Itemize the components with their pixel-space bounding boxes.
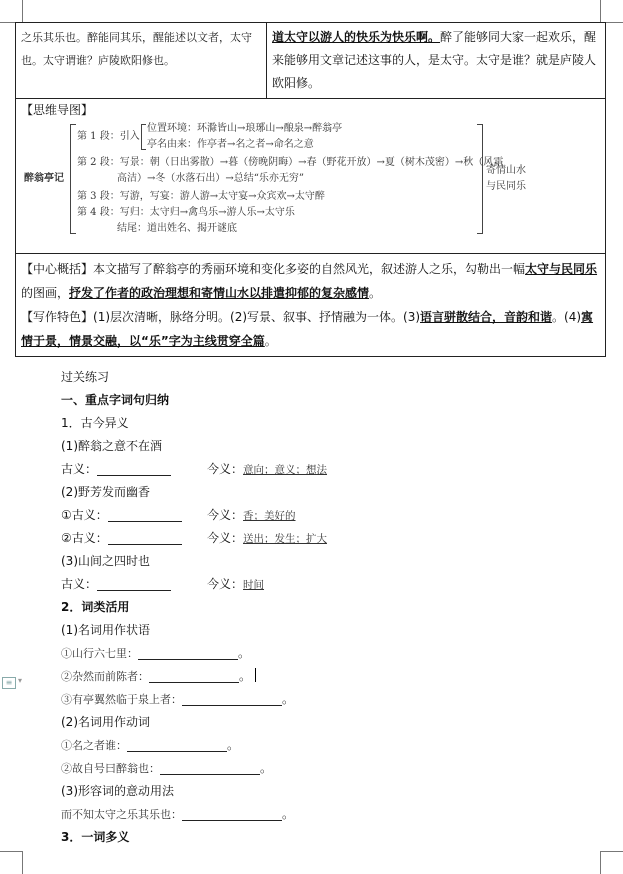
mindmap-p1-a: 位置环境：环滁皆山→琅琊山→酿泉→醉翁亭: [147, 123, 343, 134]
subsection-item: (1)名词用作状语: [61, 623, 150, 637]
translation-bold: 道太守以游人的快乐为快乐啊。: [272, 30, 441, 44]
answer-blank[interactable]: [97, 576, 171, 591]
subsection-item: (2)名词用作动词: [61, 715, 150, 729]
subsection-heading: 2．词类活用: [61, 600, 130, 614]
subsection-heading: 3．一词多义: [61, 830, 130, 844]
page-corner-mark: [0, 0, 23, 23]
fill-prompt: 而不知太守之乐其乐也：: [61, 808, 182, 821]
modern-meaning-label: 今义：: [207, 577, 244, 591]
mindmap-cell: [16, 99, 606, 254]
summary-cell: [16, 254, 606, 357]
mindmap-theme-1: 寄情山水: [486, 165, 526, 176]
exercise-section: [61, 366, 601, 849]
fill-blank-row: [61, 734, 601, 757]
answer-blank[interactable]: [149, 668, 239, 683]
summary-label: 【中心概括】: [21, 262, 94, 276]
answer-row: [61, 504, 601, 527]
fill-blank-row: [61, 665, 601, 688]
answer-blank[interactable]: [97, 461, 171, 476]
mindmap-brace: [141, 124, 146, 150]
mindmap-p4: 第 4 段：写归：太守归→禽鸟乐→游人乐→太守乐: [77, 207, 295, 218]
summary-key-phrase: 太守与民同乐: [525, 262, 598, 276]
question-2: (2)野芳发而幽香: [61, 485, 150, 499]
answer-blank[interactable]: [108, 530, 182, 545]
fill-blank-row: [61, 688, 601, 711]
mindmap-brace: [70, 124, 76, 234]
fill-prompt: ②故自号曰醉翁也：: [61, 762, 160, 775]
ancient-meaning-label: ①古义：: [61, 508, 108, 522]
subsection-item: (3)形容词的意动用法: [61, 784, 174, 798]
features-text: 。: [264, 334, 277, 348]
fill-prompt: ③有亭翼然临于泉上者：: [61, 693, 182, 706]
study-table: [15, 22, 606, 357]
fill-blank-row: [61, 642, 601, 665]
summary-row: [16, 254, 606, 357]
period: 。: [227, 738, 240, 752]
period: 。: [239, 669, 252, 683]
ancient-meaning-label: 古义：: [61, 577, 98, 591]
modern-meaning-label: 今义：: [207, 508, 244, 522]
answer-blank[interactable]: [182, 691, 282, 706]
modern-meaning-answer: 时间: [243, 579, 265, 591]
period: 。: [282, 692, 295, 706]
exercise-title: 过关练习: [61, 370, 110, 384]
summary-text: 本文描写了醉翁亭的秀丽环境和变化多姿的自然风光，叙述游人之乐，勾勒出一幅: [93, 262, 526, 276]
mindmap-root: 醉翁亭记: [24, 173, 64, 184]
answer-blank[interactable]: [160, 760, 260, 775]
question-3: (3)山间之四时也: [61, 554, 150, 568]
answer-row: [61, 458, 601, 481]
question-1: (1)醉翁之意不在酒: [61, 439, 162, 453]
mindmap-heading: 【思维导图】: [21, 103, 94, 117]
summary-key-phrase: 抒发了作者的政治理想和寄情山水以排遣抑郁的复杂感情: [69, 286, 370, 300]
answer-row: [61, 527, 601, 550]
page-corner-mark: [0, 851, 23, 874]
mindmap-p1: 第 1 段：引入: [77, 131, 140, 142]
fill-prompt: ①山行六七里：: [61, 647, 138, 660]
answer-blank[interactable]: [127, 737, 227, 752]
text-cursor: [255, 668, 256, 682]
page-corner-mark: [600, 851, 623, 874]
answer-row: [61, 573, 601, 596]
mindmap-theme-2: 与民同乐: [486, 181, 526, 192]
period: 。: [282, 807, 295, 821]
period: 。: [238, 646, 251, 660]
mind-map: [21, 122, 600, 244]
fill-blank-row: [61, 757, 601, 780]
modern-meaning-answer: 意向；意义；想法: [243, 464, 328, 476]
writing-features: [21, 305, 600, 353]
mindmap-p2-cont: 高洁）→冬（水落石出）→总结“乐亦无穷”: [117, 173, 304, 184]
fill-blank-row: [61, 803, 601, 826]
translation-row: [16, 23, 606, 99]
translation-text: 醉了能够同大家一起欢乐，醒来能够用文章记述这事的人，是太守。太守是谁？就是庐陵人欧阳修。: [272, 30, 597, 90]
features-label: 【写作特色】: [21, 310, 94, 324]
fill-prompt: ①名之者谁：: [61, 739, 127, 752]
ancient-meaning-label: 古义：: [61, 462, 98, 476]
features-text: 。(4): [552, 310, 582, 324]
features-text: (1)层次清晰，脉络分明。(2)写景、叙事、抒情融为一体。(3): [93, 310, 421, 324]
modern-meaning-answer: 香；美好的: [243, 510, 296, 522]
mindmap-row: [16, 99, 606, 254]
paragraph-layout-icon[interactable]: ≡: [2, 677, 16, 689]
ancient-meaning-label: ②古义：: [61, 531, 108, 545]
fill-prompt: ②杂然而前陈者：: [61, 670, 149, 683]
modern-meaning-answer: 送出；发生；扩大: [243, 533, 328, 545]
translation-cell: [267, 23, 606, 99]
answer-blank[interactable]: [108, 507, 182, 522]
mindmap-p2: 第 2 段：写景：朝（日出雾散）→暮（傍晚阴晦）→春（野花开放）→夏（树木茂密）→秋（风霜: [77, 157, 504, 168]
summary-text: 。: [369, 286, 382, 300]
chevron-down-icon[interactable]: ▾: [18, 676, 23, 685]
features-key-phrase: 语言骈散结合，音韵和谐: [420, 310, 553, 324]
answer-blank[interactable]: [138, 645, 238, 660]
answer-blank[interactable]: [182, 806, 282, 821]
summary-text: 的图画，: [21, 286, 70, 300]
features-key-phrase: 寓情于景，情景交融，以“乐”字为主线贯穿全篇: [21, 310, 594, 348]
subsection-heading: 1．古今异义: [61, 416, 129, 430]
mindmap-p1-b: 亭名由来：作亭者→名之者→命名之意: [147, 139, 314, 150]
central-summary: [21, 257, 600, 305]
page-corner-mark: [600, 0, 623, 23]
mindmap-brace: [477, 124, 483, 234]
section-heading: 一、重点字词句归纳: [61, 393, 170, 407]
mindmap-p3: 第 3 段：写游，写宴：游人游→太守宴→众宾欢→太守醉: [77, 191, 325, 202]
period: 。: [260, 761, 273, 775]
mindmap-p4-end: 结尾：道出姓名、揭开谜底: [117, 223, 237, 234]
original-text-cell: [16, 23, 267, 99]
modern-meaning-label: 今义：: [207, 531, 244, 545]
modern-meaning-label: 今义：: [207, 462, 244, 476]
original-text: 之乐其乐也。醉能同其乐，醒能述以文者，太守也。太守谓谁？庐陵欧阳修也。: [21, 31, 252, 67]
